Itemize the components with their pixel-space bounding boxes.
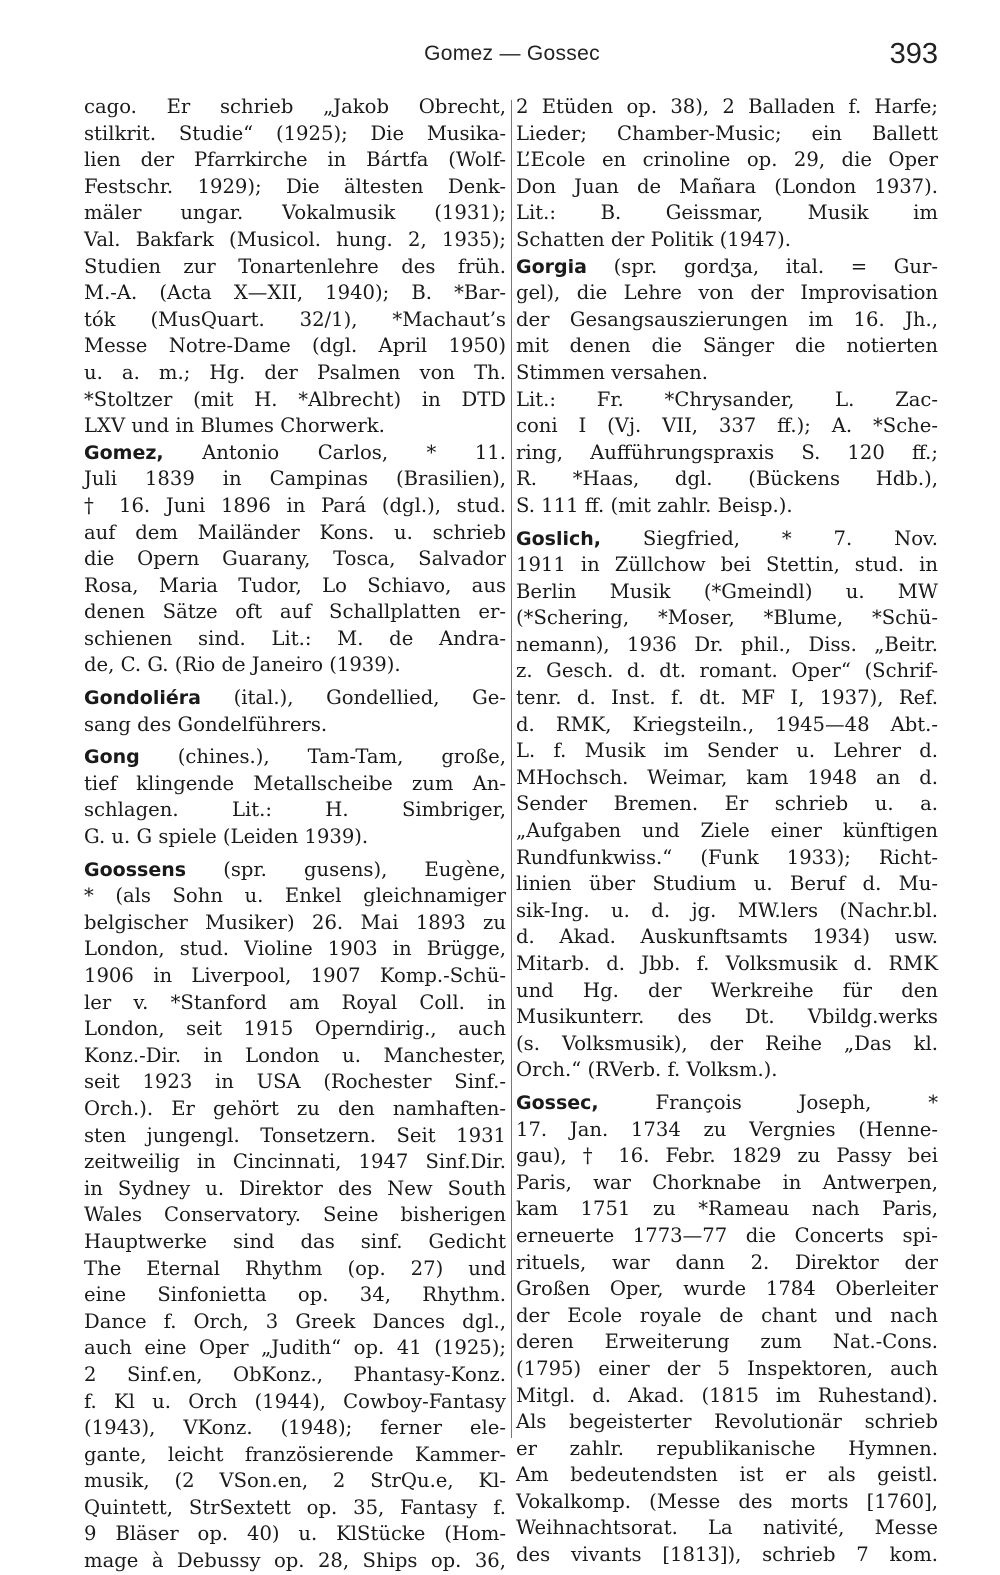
text-line: *Stoltzer (mit H. *Albrecht) in DTD xyxy=(84,387,506,411)
text-line: The Eternal Rhythm (op. 27) und xyxy=(84,1256,506,1280)
text-line: Sender Bremen. Er schrieb u. a. xyxy=(516,792,938,816)
text-line: belgischer Musiker) 26. Mai 1893 zu xyxy=(84,910,506,934)
text-line: (spr. gusens), Eugène, xyxy=(223,857,506,881)
text-line: (ital.), Gondellied, Ge- xyxy=(233,686,507,710)
text-line: d. Akad. Auskunftsamts 1934) usw. xyxy=(516,925,938,949)
text-line: G. u. G spiele (Leiden 1939). xyxy=(84,825,369,849)
text-line: seit 1923 in USA (Rochester Sinf.- xyxy=(84,1070,506,1094)
text-line: Rundfunkwiss.“ (Funk 1933); Richt- xyxy=(516,845,938,869)
text-line: gante, leicht französierende Kammer- xyxy=(84,1442,506,1466)
text-line: (1795) einer der 5 Inspektoren, auch xyxy=(516,1356,938,1380)
text-line: „Aufgaben und Ziele einer künftigen xyxy=(516,819,938,843)
text-line: cago. Er schrieb „Jakob Obrecht, xyxy=(84,95,506,118)
text-line: (spr. gordʒa, ital. = Gur- xyxy=(613,254,939,278)
text-line: Dance f. Orch, 3 Greek Dances dgl., xyxy=(84,1309,506,1333)
text-line: Val. Bakfark (Musicol. hung. 2, 1935); xyxy=(84,227,506,251)
text-line: f. Kl u. Orch (1944), Cowboy-Fantasy xyxy=(84,1389,506,1413)
text-line: u. a. m.; Hg. der Psalmen von Th. xyxy=(84,360,506,384)
text-line: ler v. *Stanford am Royal Coll. in xyxy=(84,990,506,1014)
text-line: Vokalkomp. (Messe des morts [1760], xyxy=(516,1489,938,1513)
text-line: mage à Debussy op. 28, Ships op. 36, xyxy=(84,1549,506,1573)
headword: Goossens xyxy=(84,858,187,881)
text-line: in Sydney u. Direktor des New South xyxy=(84,1176,506,1200)
text-line: Großen Oper, wurde 1784 Oberleiter xyxy=(516,1277,938,1301)
text-line: auch eine Oper „Judith“ op. 41 (1925); xyxy=(84,1336,506,1360)
page-header xyxy=(84,38,940,78)
text-line: MHochsch. Weimar, kam 1948 an d. xyxy=(516,765,938,789)
text-line: (*Schering, *Moser, *Blume, *Schü- xyxy=(516,606,938,630)
text-line: 2 Etüden op. 38), 2 Balladen f. Harfe; xyxy=(516,95,938,118)
text-line: nemann), 1936 Dr. phil., Diss. „Beitr. xyxy=(516,632,938,656)
text-line: tók (MusQuart. 32/1), *Machaut’s xyxy=(84,307,506,331)
text-line: 1911 in Züllchow bei Stettin, stud. in xyxy=(516,553,938,577)
text-line: zeitweilig in Cincinnati, 1947 Sinf.Dir. xyxy=(84,1150,506,1174)
headword: Gomez, xyxy=(84,441,164,464)
text-line: der Ecole royale de chant und nach xyxy=(516,1303,938,1327)
text-line: Mitarb. d. Jbb. f. Volksmusik d. RMK xyxy=(516,952,938,975)
text-line: (chines.), Tam-Tam, große, xyxy=(177,745,506,769)
headword: Gong xyxy=(84,746,140,769)
headword: Goslich, xyxy=(516,527,601,550)
text-line: † 16. Juni 1896 in Pará (dgl.), stud. xyxy=(84,493,506,517)
text-line: Lit.: Fr. *Chrysander, L. Zac- xyxy=(516,387,938,411)
text-line: und Hg. der Werkreihe für den xyxy=(516,978,938,1002)
text-line: deren Erweiterung zum Nat.-Cons. xyxy=(516,1330,938,1354)
text-line: de, C. G. (Rio de Janeiro (1939). xyxy=(84,653,401,677)
text-line: 2 Sinf.en, ObKonz., Phantasy-Konz. xyxy=(84,1362,506,1386)
text-line: Mitgl. d. Akad. (1815 im Ruhestand). xyxy=(516,1383,938,1407)
text-line: der Gesangsauszierungen im 16. Jh., xyxy=(516,307,938,331)
text-line: schlagen. Lit.: H. Simbriger, xyxy=(84,798,506,822)
text-line: Lit.: B. Geissmar, Musik im xyxy=(516,201,938,225)
text-line: Konz.-Dir. in London u. Manchester, xyxy=(84,1043,506,1067)
text-line: sang des Gondelführers. xyxy=(84,712,328,736)
text-line: des vivants [1813]), schrieb 7 kom. xyxy=(516,1543,938,1567)
text-line: gau), † 16. Febr. 1829 zu Passy bei xyxy=(516,1144,938,1168)
headword: Gossec, xyxy=(516,1091,599,1114)
text-line: coni I (Vj. VII, 337 ff.); A. *Sche- xyxy=(516,414,938,438)
continued-entry xyxy=(84,94,506,440)
text-line: rituels, war dann 2. Direktor der xyxy=(516,1250,938,1274)
text-line: auf dem Mailänder Kons. u. schrieb xyxy=(84,520,506,544)
entry-gong xyxy=(84,744,506,850)
text-line: lien der Pfarrkirche in Bártfa (Wolf- xyxy=(84,148,506,172)
text-line: eine Sinfonietta op. 34, Rhythm. xyxy=(84,1283,506,1307)
text-line: Wales Conservatory. Seine bisherigen xyxy=(84,1203,506,1227)
text-line: tief klingende Metallscheibe zum An- xyxy=(84,771,506,795)
text-line: denen Sätze oft auf Schallplatten er- xyxy=(84,600,506,624)
text-line: z. Gesch. d. dt. romant. Oper“ (Schrif- xyxy=(516,659,938,683)
text-line: er zahlr. republikanische Hymnen. xyxy=(516,1436,938,1460)
entry-goossens xyxy=(84,857,506,1575)
text-line: mit denen die Sänger die notierten xyxy=(516,334,938,358)
headword: Gorgia xyxy=(516,255,587,278)
text-line: Berlin Musik (*Gmeindl) u. MW xyxy=(516,579,938,603)
text-line: S. 111 ff. (mit zahlr. Beisp.). xyxy=(516,493,793,517)
text-line: 17. Jan. 1734 zu Vergnies (Henne- xyxy=(516,1117,938,1141)
text-line: erneuerte 1773—77 die Concerts spi- xyxy=(516,1223,938,1247)
text-line: sten jungengl. Tonsetzern. Seit 1931 xyxy=(84,1123,506,1147)
text-line: Studien zur Tonartenlehre des früh. xyxy=(84,254,506,278)
text-line: Lieder; Chamber-Music; ein Ballett xyxy=(516,121,938,145)
entry-gossec xyxy=(516,1090,938,1569)
text-line: Weihnachtsorat. La nativité, Messe xyxy=(516,1516,938,1540)
text-line: R. *Haas, dgl. (Bückens Hdb.), xyxy=(516,467,938,491)
text-line: gel), die Lehre von der Improvisation xyxy=(516,281,938,305)
text-line: M.-A. (Acta X—XII, 1940); B. *Bar- xyxy=(84,281,506,305)
entry-goslich xyxy=(516,526,938,1084)
text-line: London, seit 1915 Operndirig., auch xyxy=(84,1017,506,1041)
page-number: 393 xyxy=(889,38,938,70)
text-line: Orch.“ (RVerb. f. Volksm.). xyxy=(516,1058,778,1082)
entry-gondoliera xyxy=(84,685,506,738)
text-line: sik-Ing. u. d. jg. MW.lers (Nachr.bl. xyxy=(516,898,938,922)
text-line: Juli 1839 in Campinas (Brasilien), xyxy=(84,467,506,491)
text-line: Siegfried, * 7. Nov. xyxy=(642,526,939,550)
text-line: kam 1751 zu *Rameau nach Paris, xyxy=(516,1197,938,1221)
right-column xyxy=(516,94,938,1569)
text-line: Don Juan de Mañara (London 1937). xyxy=(516,174,938,198)
text-line: L. f. Musik im Sender u. Lehrer d. xyxy=(516,739,938,763)
text-line: Schatten der Politik (1947). xyxy=(516,227,791,251)
text-line: (s. Volksmusik), der Reihe „Das kl. xyxy=(516,1031,938,1055)
text-line: (1943), VKonz. (1948); ferner ele- xyxy=(84,1416,506,1440)
text-line: Stimmen versahen. xyxy=(516,360,708,384)
text-line: Antonio Carlos, * 11. xyxy=(202,440,506,464)
text-line: Orch.). Er gehört zu den namhaften- xyxy=(84,1096,506,1120)
text-line: Rosa, Maria Tudor, Lo Schiavo, aus xyxy=(84,573,506,597)
column-divider xyxy=(511,100,512,1438)
text-line: L’Ecole en crinoline op. 29, die Oper xyxy=(516,148,938,172)
text-line: stilkrit. Studie“ (1925); Die Musika- xyxy=(84,121,506,145)
continued-entry xyxy=(516,94,938,254)
text-line: 1906 in Liverpool, 1907 Komp.-Schü- xyxy=(84,964,506,987)
text-line: London, stud. Violine 1903 in Brügge, xyxy=(84,937,506,961)
text-line: * (als Sohn u. Enkel gleichnamiger xyxy=(84,884,506,908)
text-line: Musikunterr. des Dt. Vbildg.werks xyxy=(516,1005,938,1029)
text-line: d. RMK, Kriegsteiln., 1945—48 Abt.- xyxy=(516,712,938,736)
text-line: Hauptwerke sind das sinf. Gedicht xyxy=(84,1229,506,1253)
text-line: schienen sind. Lit.: M. de Andra- xyxy=(84,626,506,650)
left-column xyxy=(84,94,506,1575)
headword: Gondoliéra xyxy=(84,687,201,710)
text-line: Als begeisterter Revolutionär schrieb xyxy=(516,1410,938,1434)
entry-gomez xyxy=(84,440,506,679)
text-line: Paris, war Chorknabe in Antwerpen, xyxy=(516,1170,938,1194)
text-line: linien über Studium u. Beruf d. Mu- xyxy=(516,872,938,896)
text-line: die Opern Guarany, Tosca, Salvador xyxy=(84,547,506,571)
text-line: Am bedeutendsten ist er als geistl. xyxy=(516,1463,938,1487)
text-line: Quintett, StrSextett op. 35, Fantasy f. xyxy=(84,1495,506,1519)
entry-gorgia xyxy=(516,254,938,520)
text-line: tenr. d. Inst. f. dt. MF I, 1937), Ref. xyxy=(516,686,938,710)
running-head: Gomez — Gossec xyxy=(424,42,600,65)
text-line: ring, Aufführungspraxis S. 120 ff.; xyxy=(516,440,938,464)
text-line: Festschr. 1929); Die ältesten Denk- xyxy=(84,174,506,198)
text-line: 9 Bläser op. 40) u. KlStücke (Hom- xyxy=(84,1522,506,1546)
text-line: Messe Notre-Dame (dgl. April 1950) xyxy=(84,334,506,358)
text-line: mäler ungar. Vokalmusik (1931); xyxy=(84,201,506,225)
text-line: musik, (2 VSon.en, 2 StrQu.e, Kl- xyxy=(84,1469,506,1493)
text-line: LXV und in Blumes Chorwerk. xyxy=(84,414,385,438)
text-line: François Joseph, * xyxy=(655,1090,938,1114)
